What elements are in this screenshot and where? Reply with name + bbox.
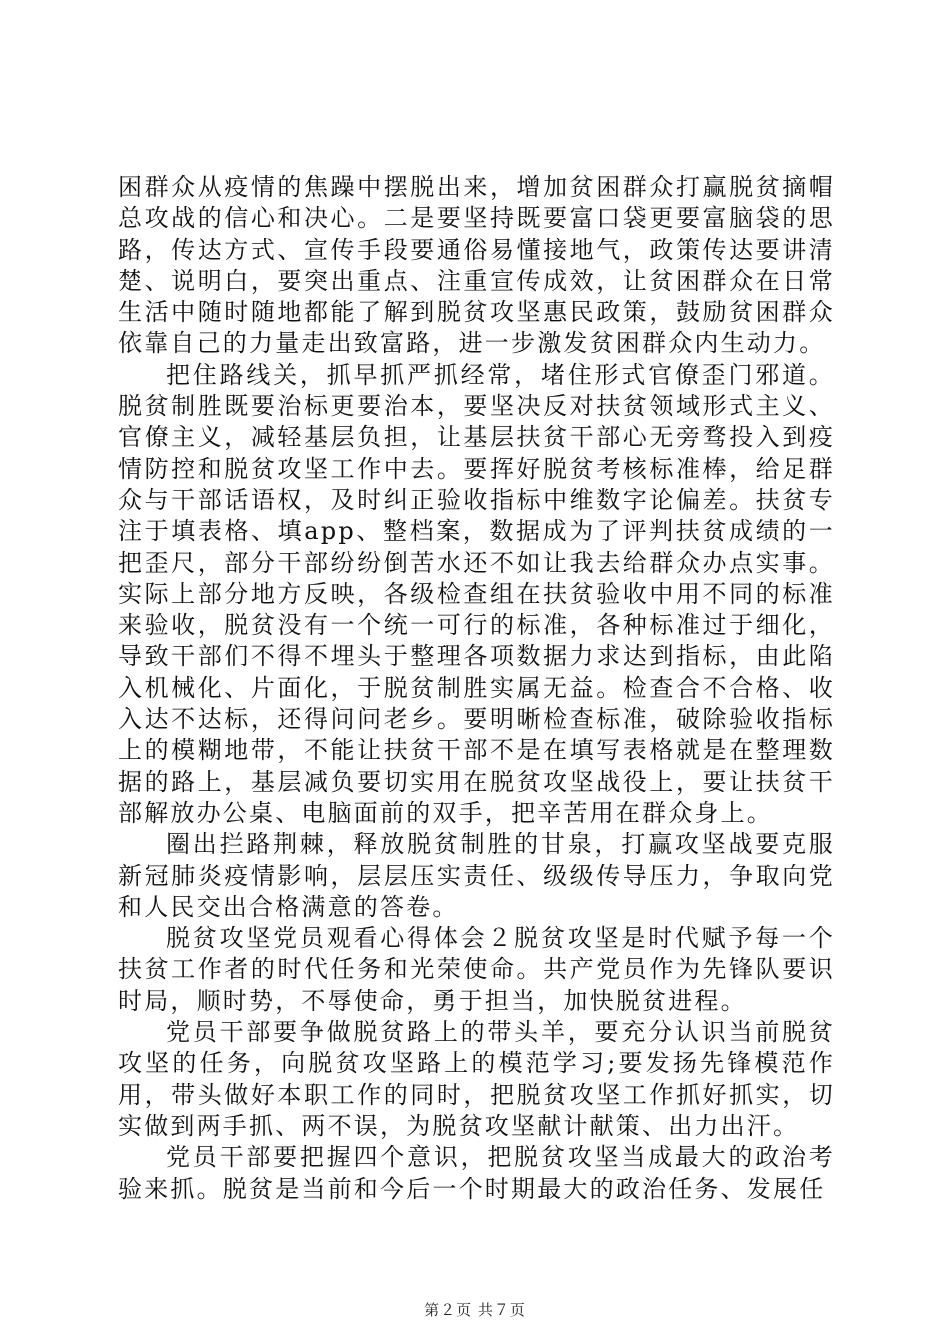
document-body — [118, 172, 835, 1205]
paragraph-4: 脱贫攻坚党员观看心得体会２脱贫攻坚是时代赋予每一个扶贫工作者的时代任务和光荣使命。共产党员作为先锋队要识时局，顺时势，不辱使命，勇于担当，加快脱贫进程。 — [118, 924, 835, 1015]
paragraph-5: 党员干部要争做脱贫路上的带头羊，要充分认识当前脱贫攻坚的任务，向脱贫攻坚路上的模范学习;要发扬先锋模范作用，带头做好本职工作的同时，把脱贫攻坚工作抓好抓实，切实做到两手抓、两不误，为脱贫攻坚献计献策、出力出汗。 — [118, 1018, 835, 1140]
paragraph-3: 圈出拦路荆棘，释放脱贫制胜的甘泉，打赢攻坚战要克服新冠肺炎疫情影响，层层压实责任、级级传导压力，争取向党和人民交出合格满意的答卷。 — [118, 830, 835, 921]
paragraph-2: 把住路线关，抓早抓严抓经常，堵住形式官僚歪门邪道。脱贫制胜既要治标更要治本，要坚决反对扶贫领域形式主义、官僚主义，减轻基层负担，让基层扶贫干部心无旁骛投入到疫情防控和脱贫攻坚工作中去。要挥好脱贫考核标准棒，给足群众与干部话语权，及时纠正验收指标中维数字论偏差。扶贫专注于填表格、填app、整档案，数据成为了评判扶贫成绩的一把歪尺，部分干部纷纷倒苦水还不如让我去给群众办点实事。实际上部分地方反映，各级检查组在扶贫验收中用不同的标准来验收，脱贫没有一个统一可行的标准，各种标准过于细化，导致干部们不得不埋头于整理各项数据力求达到指标，由此陷入机械化、片面化，于脱贫制胜实属无益。检查合不合格、收入达不达标，还得问问老乡。要明晰检查标准，破除验收指标上的模糊地带，不能让扶贫干部不是在填写表格就是在整理数据的路上，基层减负要切实用在脱贫攻坚战役上，要让扶贫干部解放办公桌、电脑面前的双手，把辛苦用在群众身上。 — [118, 360, 835, 827]
page-footer: 第２页 共７页 — [424, 1301, 526, 1319]
paragraph-6: 党员干部要把握四个意识，把脱贫攻坚当成最大的政治考验来抓。脱贫是当前和今后一个时期最大的政治任务、发展任 — [118, 1143, 835, 1203]
paragraph-1: 困群众从疫情的焦躁中摆脱出来，增加贫困群众打赢脱贫摘帽总攻战的信心和决心。二是要坚持既要富口袋更要富脑袋的思路，传达方式、宣传手段要通俗易懂接地气，政策传达要讲清楚、说明白，要突出重点、注重宣传成效，让贫困群众在日常生活中随时随地都能了解到脱贫攻坚惠民政策，鼓励贫困群众依靠自己的力量走出致富路，进一步激发贫困群众内生动力。 — [118, 173, 835, 358]
